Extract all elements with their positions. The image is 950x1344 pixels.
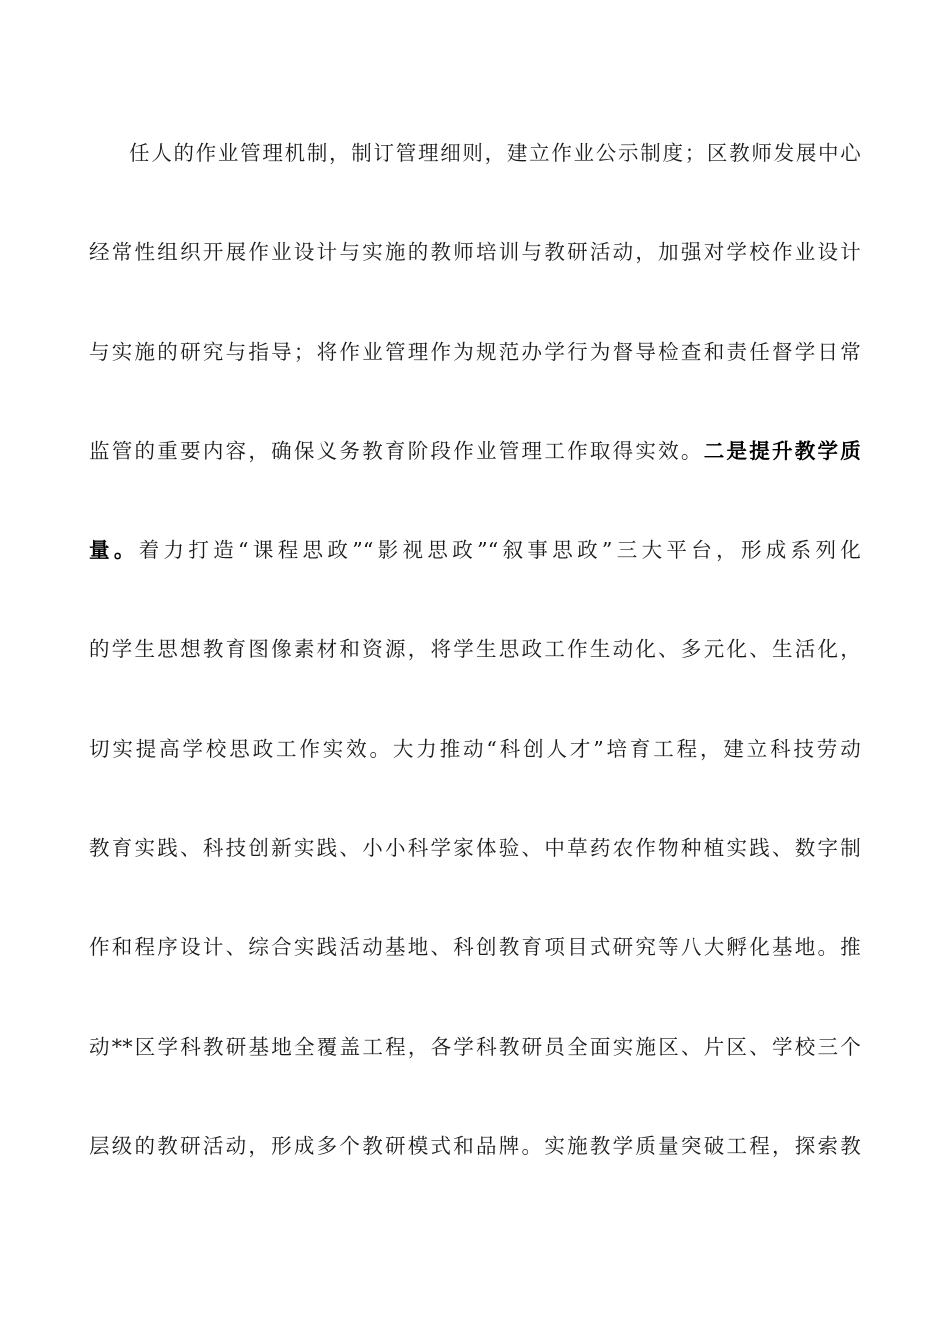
bold-heading-part-1: 二是提升教学质 bbox=[703, 439, 862, 463]
paragraph-line-9: 作和程序设计、综合实践活动基地、科创教育项目式研究等八大孵化基地。推 bbox=[89, 935, 861, 959]
paragraph-line-4 bbox=[89, 431, 861, 471]
paragraph-line-11: 层级的教研活动，形成多个教研模式和品牌。实施教学质量突破工程，探索教 bbox=[89, 1134, 861, 1158]
paragraph-line-7: 切实提高学校思政工作实效。大力推动“科创人才”培育工程，建立科技劳动 bbox=[89, 737, 861, 761]
line-5-text: 着力打造“课程思政”“影视思政”“叙事思政”三大平台，形成系列化 bbox=[138, 538, 862, 562]
paragraph-line-1: 任人的作业管理机制，制订管理细则，建立作业公示制度；区教师发展中心 bbox=[129, 141, 861, 165]
line-4-text: 监管的重要内容，确保义务教育阶段作业管理工作取得实效。 bbox=[89, 439, 704, 463]
paragraph-line-10: 动**区学科教研基地全覆盖工程，各学科教研员全面实施区、片区、学校三个 bbox=[89, 1035, 861, 1059]
paragraph-line-2: 经常性组织开展作业设计与实施的教师培训与教研活动，加强对学校作业设计 bbox=[89, 240, 861, 264]
bold-heading-part-2: 量。 bbox=[89, 538, 139, 562]
paragraph-line-6: 的学生思想教育图像素材和资源，将学生思政工作生动化、多元化、生活化， bbox=[89, 637, 861, 661]
paragraph-line-3: 与实施的研究与指导；将作业管理作为规范办学行为督导检查和责任督学日常 bbox=[89, 340, 861, 364]
paragraph-line-8: 教育实践、科技创新实践、小小科学家体验、中草药农作物种植实践、数字制 bbox=[89, 836, 861, 860]
paragraph-line-5 bbox=[89, 530, 861, 570]
